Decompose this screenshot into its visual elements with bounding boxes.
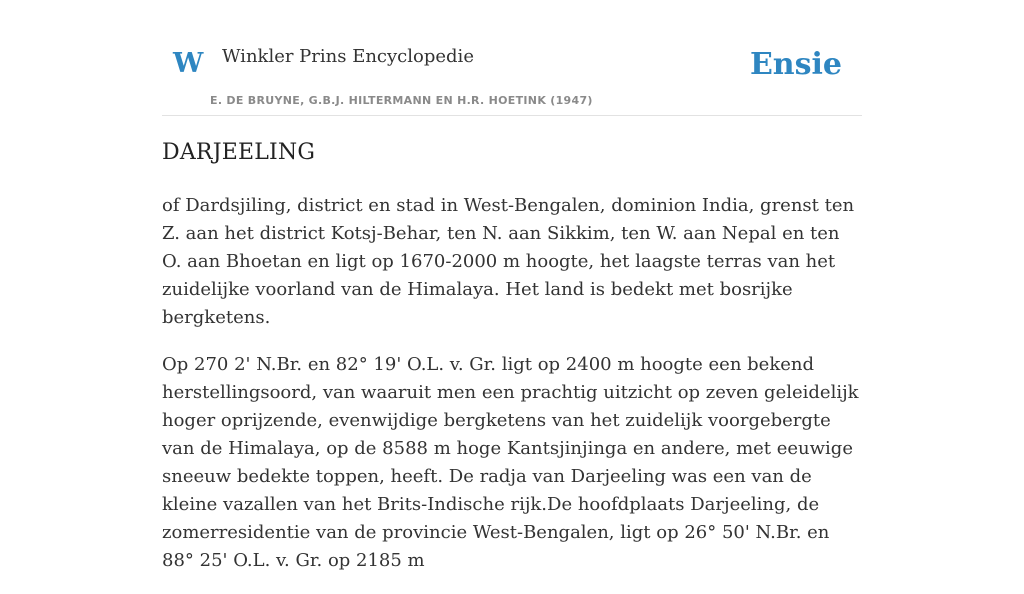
winkler-prins-logo[interactable]: W (173, 48, 204, 79)
source-authors: E. DE BRUYNE, G.B.J. HILTERMANN EN H.R. HOETINK (1947) (210, 94, 593, 107)
article-paragraph: of Dardsjiling, district en stad in West-Bengalen, dominion India, grenst ten Z. aan het district Kotsj-Behar, ten N. aan Sikkim, ten W. aan Nepal en ten O. aan Bhoetan en ligt op 1670-2000 m hoogte, het laagste terras van het zuidelijke voorland van de Himalaya. Het land is bedekt met bosrijke bergketens. (162, 195, 855, 328)
article-paragraph: Op 270 2' N.Br. en 82° 19' O.L. v. Gr. ligt op 2400 m hoogte een bekend herstellingsoord, van waaruit men een prachtig uitzicht op zeven geleidelijk hoger oprijzende, evenwijdige bergketens van het zuidelijk voorgebergte van de Himalaya, op de 8588 m hoge Kantsjinjinga en andere, met eeuwige sneeuw bedekte toppen, heeft. De radja van Darjeeling was een van de kleine vazallen van het Brits-Indische rijk.De hoofdplaats Darjeeling, de zomerresidentie van de provincie West-Bengalen, ligt op 26° 50' N.Br. en 88° 25' O.L. v. Gr. op 2185 m (162, 354, 859, 571)
site-header (162, 0, 862, 116)
article-title: DARJEELING (162, 140, 316, 165)
article-body (162, 192, 862, 594)
source-title[interactable]: Winkler Prins Encyclopedie (222, 46, 474, 67)
ensie-logo[interactable]: Ensie (749, 47, 842, 82)
